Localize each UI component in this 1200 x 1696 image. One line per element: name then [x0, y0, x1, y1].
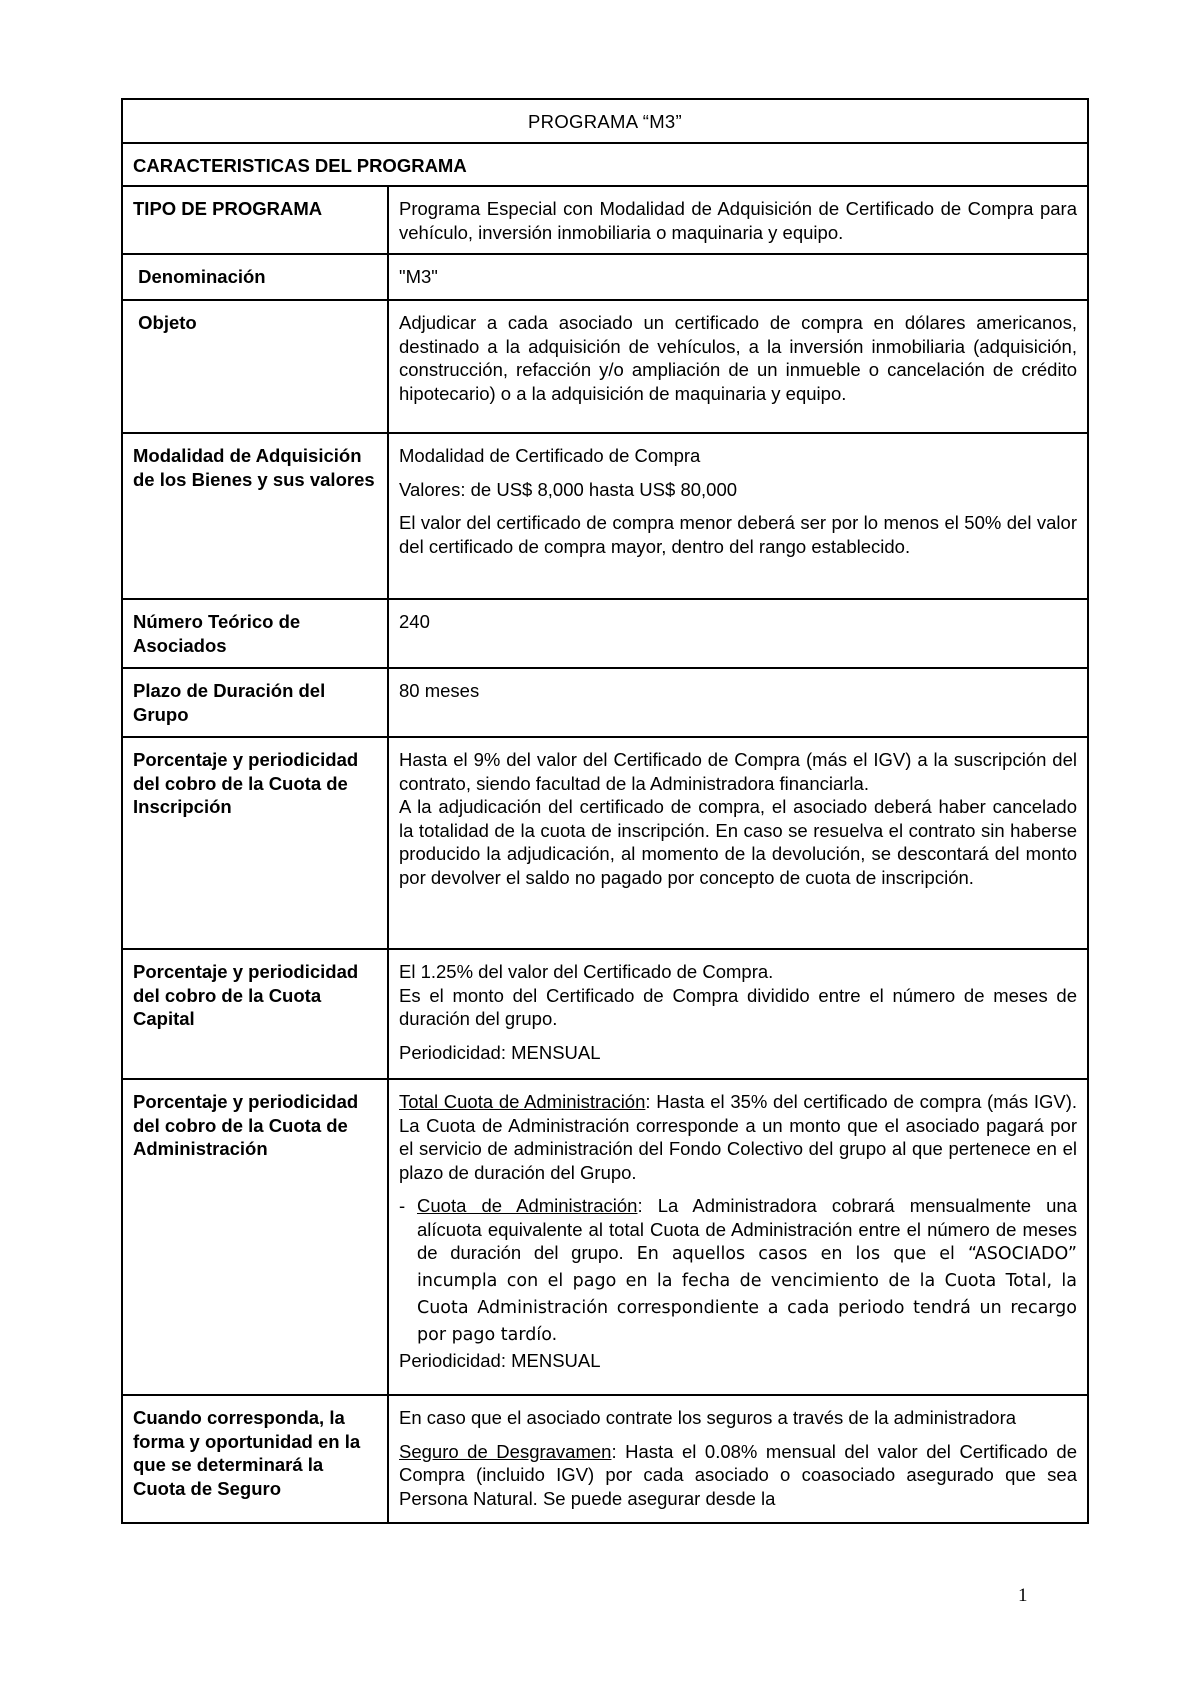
- admin-periodicidad: Periodicidad: MENSUAL: [399, 1350, 601, 1371]
- modalidad-text: Modalidad de Certificado de Compra: [399, 445, 701, 466]
- label-capital: Porcentaje y periodicidad del cobro de la Cuota Capital: [122, 949, 388, 1079]
- value-modalidad: [388, 433, 1088, 599]
- inscripcion-p1: Hasta el 9% del valor del Certificado de Compra (más el IGV) a la suscripción del contrato, siendo facultad de la Administradora financiarla.: [399, 749, 1077, 794]
- admin-bullet-term: Cuota de Administración: [417, 1195, 638, 1216]
- row-modalidad: [122, 433, 1088, 599]
- value-capital: [388, 949, 1088, 1079]
- seguro-p2: [399, 1440, 1077, 1511]
- label-seguro: Cuando corresponda, la forma y oportunidad en la que se determinará la Cuota de Seguro: [122, 1395, 388, 1523]
- admin-total-paragraph: [399, 1090, 1077, 1184]
- modalidad-rule-text: El valor del certificado de compra menor deberá ser por lo menos el 50% del valor del certificado de compra mayor, dentro del rango establecido.: [399, 512, 1077, 557]
- label-tipo: TIPO DE PROGRAMA: [122, 186, 388, 254]
- section-header: CARACTERISTICAS DEL PROGRAMA: [122, 143, 1088, 187]
- bullet-dash: -: [399, 1195, 406, 1216]
- title-row: [122, 99, 1088, 143]
- label-modalidad: Modalidad de Adquisición de los Bienes y sus valores: [122, 433, 388, 599]
- row-seguro: [122, 1395, 1088, 1523]
- label-plazo: Plazo de Duración del Grupo: [122, 668, 388, 737]
- label-numero: Número Teórico de Asociados: [122, 599, 388, 668]
- value-objeto: Adjudicar a cada asociado un certificado de compra en dólares americanos, destinado a la adquisición de vehículos, a la inversión inmobiliaria (adquisición, construcción, refacción y/o ampliación de un inmueble o cancelación de crédito hipotecario) o a la adquisición de maquinaria y equipo.: [388, 300, 1088, 433]
- value-seguro: [388, 1395, 1088, 1523]
- admin-total-text: : Hasta el 35% del certificado de compra (más IGV). La Cuota de Administración corresponde a un monto que el asociado pagará por el servicio de administración del Fondo Colectivo del grupo al que pertenece en el plazo de duración del Grupo.: [399, 1091, 1078, 1183]
- value-tipo: Programa Especial con Modalidad de Adquisición de Certificado de Compra para vehículo, inversión inmobiliaria o maquinaria y equipo.: [388, 186, 1088, 254]
- admin-bullet-text-b: En aquellos casos en los que el “ASOCIADO” incumpla con el pago en la fecha de vencimiento de la Cuota Total, la Cuota Administración correspondiente a cada periodo tendrá un recargo por pago tardío.: [417, 1244, 1077, 1345]
- value-inscripcion: [388, 737, 1088, 949]
- value-administracion: [388, 1079, 1088, 1395]
- seguro-term: Seguro de Desgravamen: [399, 1440, 612, 1462]
- admin-bullet-text: [417, 1194, 1077, 1349]
- inscripcion-p2: A la adjudicación del certificado de compra, el asociado deberá haber cancelado la totalidad de la cuota de inscripción. En caso se resuelva el contrato sin haberse producido la adjudicación, al momento de la devolución, se descontará del monto por devolver el saldo no pagado por concepto de cuota de inscripción.: [399, 796, 1077, 888]
- capital-periodicidad: Periodicidad: MENSUAL: [399, 1041, 601, 1063]
- admin-total-term: Total Cuota de Administración: [399, 1091, 646, 1112]
- capital-p2: Es el monto del Certificado de Compra dividido entre el número de meses de duración del grupo.: [399, 984, 1077, 1029]
- label-denominacion-text: Denominación: [138, 266, 266, 287]
- label-denominacion: [122, 254, 388, 300]
- seguro-text: : Hasta el 0.08% mensual del valor del Certificado de Compra (incluido IGV) por cada asociado o coasociado asegurado que sea Persona Natural. Se puede asegurar desde la: [399, 1440, 1077, 1509]
- value-denominacion: "M3": [388, 254, 1088, 300]
- label-objeto: [122, 300, 388, 433]
- row-plazo: [122, 668, 1088, 737]
- label-inscripcion: Porcentaje y periodicidad del cobro de la Cuota de Inscripción: [122, 737, 388, 949]
- seguro-p1: En caso que el asociado contrate los seguros a través de la administradora: [399, 1407, 1017, 1428]
- value-numero: 240: [388, 599, 1088, 668]
- row-numero: [122, 599, 1088, 668]
- section-header-row: [122, 143, 1088, 187]
- valores-text: Valores: de US$ 8,000 hasta US$ 80,000: [399, 478, 738, 500]
- program-table: [121, 98, 1089, 1524]
- row-administracion: [122, 1079, 1088, 1395]
- page-number: 1: [1018, 1585, 1028, 1606]
- document-title: PROGRAMA “M3”: [122, 99, 1088, 143]
- row-objeto: [122, 300, 1088, 433]
- row-denominacion: [122, 254, 1088, 300]
- admin-bullet-text-a: : La Administradora cobrará mensualmente una alícuota equivalente al total Cuota de Administración entre el número de meses de duración del grupo.: [417, 1195, 1077, 1263]
- label-objeto-text: Objeto: [138, 312, 197, 333]
- label-administracion: Porcentaje y periodicidad del cobro de la Cuota de Administración: [122, 1079, 388, 1395]
- capital-p1: El 1.25% del valor del Certificado de Compra.: [399, 961, 774, 982]
- row-inscripcion: [122, 737, 1088, 949]
- admin-bullet-item: [399, 1194, 1077, 1349]
- row-capital: [122, 949, 1088, 1079]
- value-plazo: 80 meses: [388, 668, 1088, 737]
- row-tipo: [122, 186, 1088, 254]
